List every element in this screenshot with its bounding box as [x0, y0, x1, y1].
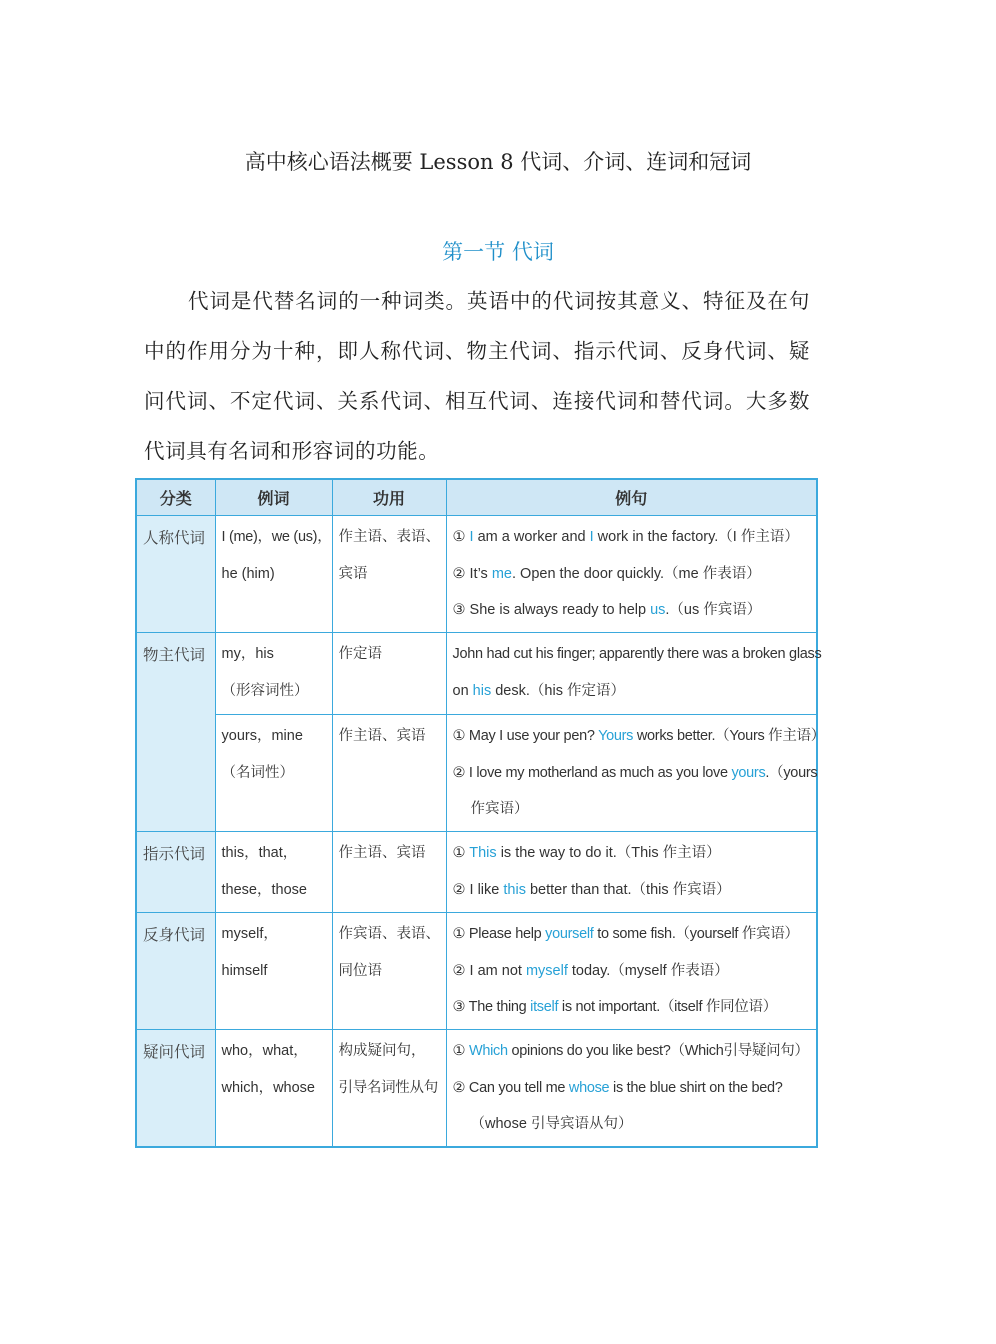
example-word-line: my，his	[221, 646, 274, 662]
header-category: 分类	[136, 479, 215, 516]
function-line: 作主语、宾语	[338, 845, 426, 861]
table-row	[136, 516, 817, 633]
document-title: 高中核心语法概要 Lesson 8 代词、介词、连词和冠词	[244, 150, 752, 174]
example-sentence: ② I like this better than that.（this 作宾语）	[452, 881, 731, 898]
table-row	[136, 832, 817, 913]
example-word-line: he (him)	[221, 565, 275, 582]
example-sentence: 作宾语）	[470, 801, 529, 817]
example-words-cell	[215, 516, 332, 633]
example-sentence: ① This is the way to do it.（This 作主语）	[452, 845, 721, 861]
example-word-line: these，those	[221, 881, 307, 898]
example-words-cell	[215, 913, 332, 1030]
example-sentence: John had cut his finger; apparently there was a broken glass	[452, 646, 822, 662]
table-row	[136, 715, 817, 832]
table-row	[136, 1030, 817, 1147]
example-words-cell	[215, 715, 332, 832]
example-word-line: （名词性）	[221, 764, 294, 781]
example-sentence: ① May I use your pen? Yours works better.（Yours 作主语）	[452, 728, 825, 744]
function-cell	[332, 516, 446, 633]
example-sentence: ② I love my motherland as much as you love yours.（yours	[452, 764, 818, 781]
category-cell: 物主代词	[136, 633, 215, 832]
example-words-cell	[215, 633, 332, 715]
example-sentences-cell	[446, 516, 817, 633]
function-line: 引导名词性从句	[338, 1079, 438, 1096]
header-function: 功用	[332, 479, 446, 516]
category-cell: 人称代词	[136, 516, 215, 633]
example-sentence: ② I am not myself today.（myself 作表语）	[452, 962, 729, 979]
example-word-line: himself	[221, 962, 268, 979]
function-cell	[332, 1030, 446, 1147]
function-line: 宾语	[338, 565, 368, 582]
example-sentence: ② It’s me. Open the door quickly.（me 作表语）	[452, 565, 761, 582]
header-example-sentences: 例句	[446, 479, 817, 516]
section-heading: 第一节 代词	[442, 240, 554, 264]
example-sentence: ③ She is always ready to help us.（us 作宾语）	[452, 602, 762, 618]
example-word-line: myself，	[221, 926, 278, 942]
example-sentences-cell	[446, 832, 817, 913]
example-words-cell	[215, 1030, 332, 1147]
example-word-line: I (me)，we (us)，	[221, 529, 332, 545]
example-sentences-cell	[446, 913, 817, 1030]
example-sentence: ① Which opinions do you like best?（Which引导疑问句）	[452, 1043, 809, 1059]
example-sentence: on his desk.（his 作定语）	[452, 682, 625, 699]
example-sentences-cell	[446, 633, 822, 715]
function-line: 作主语、宾语	[338, 728, 426, 744]
table-row	[136, 633, 817, 715]
function-line: 构成疑问句，	[338, 1043, 426, 1059]
example-word-line: yours，mine	[221, 728, 303, 744]
function-line: 作定语	[338, 646, 382, 662]
category-cell: 疑问代词	[136, 1030, 215, 1147]
example-sentence: （whose 引导宾语从句）	[470, 1116, 633, 1132]
intro-paragraph: 代词是代替名词的一种词类。英语中的代词按其意义、特征及在句中的作用分为十种，即人称代词、物主代词、指示代词、反身代词、疑问代词、不定代词、关系代词、相互代词、连接代词和替代词。大多数代词具有名词和形容词的功能。	[144, 289, 810, 463]
header-example-words: 例词	[215, 479, 332, 516]
example-sentence: ① I am a worker and I work in the factory.（I 作主语）	[452, 529, 799, 545]
category-cell: 指示代词	[136, 832, 215, 913]
example-word-line: who，what，	[221, 1043, 308, 1059]
function-line: 同位语	[338, 962, 382, 979]
example-word-line: this，that，	[221, 845, 298, 861]
function-cell	[332, 633, 446, 715]
function-cell	[332, 715, 446, 832]
example-words-cell	[215, 832, 332, 913]
function-line: 作宾语、表语、	[338, 926, 440, 942]
function-cell	[332, 913, 446, 1030]
function-line: 作主语、表语、	[338, 529, 440, 545]
table-row	[136, 913, 817, 1030]
table-header-row	[136, 479, 817, 516]
category-cell: 反身代词	[136, 913, 215, 1030]
example-sentence: ① Please help yourself to some fish.（yourself 作宾语）	[452, 926, 799, 942]
example-sentences-cell	[446, 715, 825, 832]
example-sentence: ③ The thing itself is not important.（itself 作同位语）	[452, 999, 777, 1015]
example-sentences-cell	[446, 1030, 817, 1147]
example-word-line: which，whose	[221, 1079, 315, 1096]
pronoun-table	[135, 478, 825, 1148]
function-cell	[332, 832, 446, 913]
example-sentence: ② Can you tell me whose is the blue shirt on the bed?	[452, 1079, 783, 1096]
example-word-line: （形容词性）	[221, 682, 309, 699]
